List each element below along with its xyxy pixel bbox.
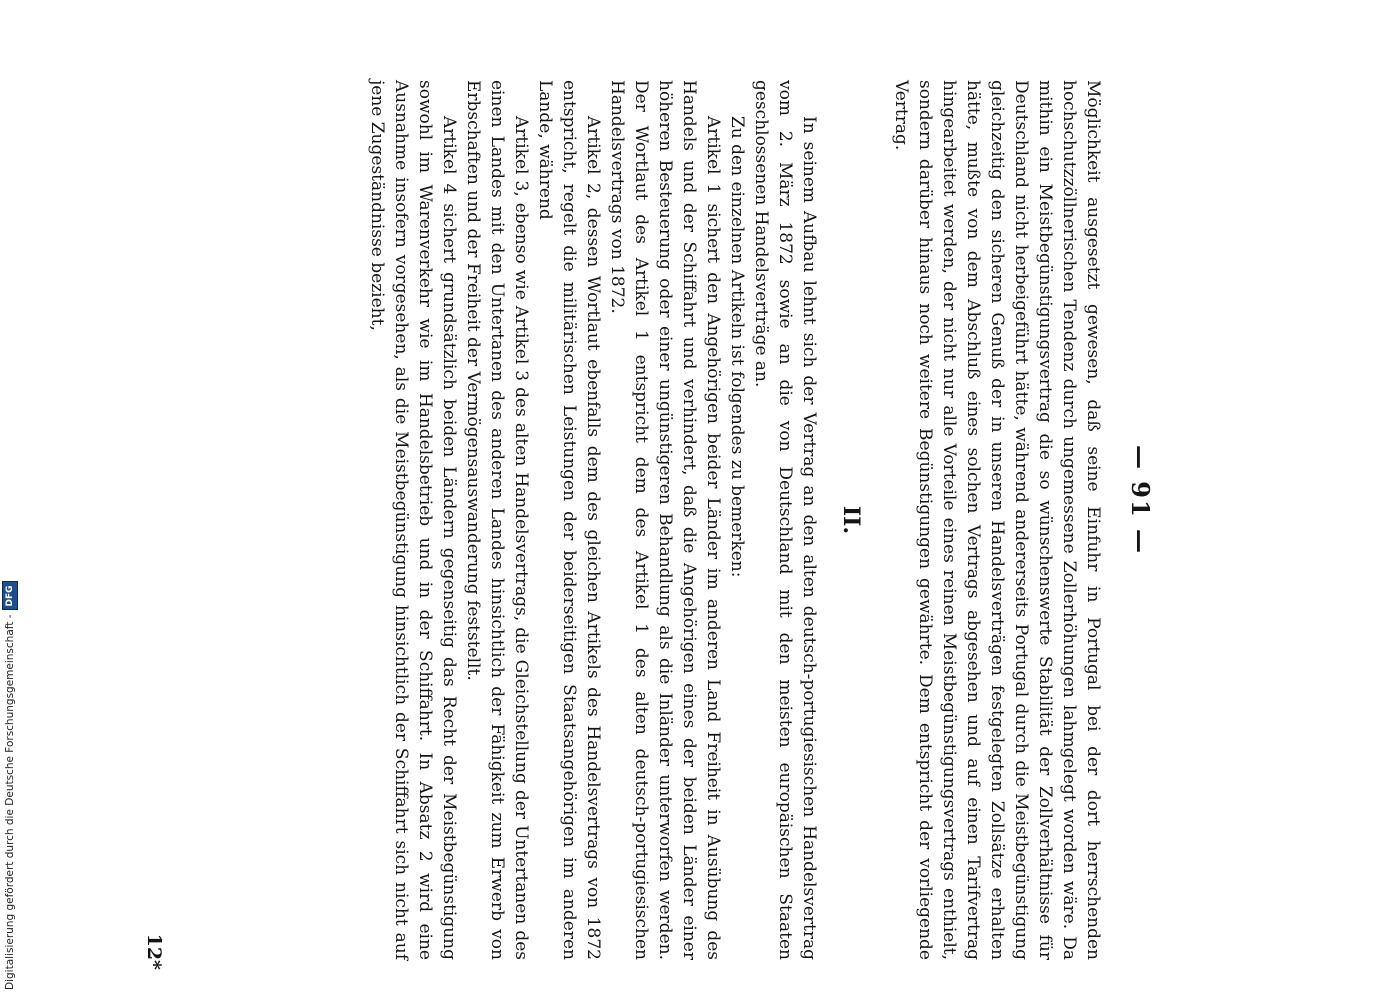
paragraph-article-4: Artikel 4 sichert grundsätzlich beiden Ländern gegenseitig das Recht der Meistbegünstigung sowohl im Warenverkehr wie im Handelsbetrieb und in der Schiffahrt. In Absatz 2 wird eine Ausnahme insofern vorgesehen, als die Meistbegünstigung hinsichtlich der Schiffahrt sich nicht auf jene Zugeständnisse bezieht, — [367, 80, 459, 960]
digitization-note-text: Digitalisierung gefördert durch die Deutsche Forschungsgemeinschaft - — [4, 614, 16, 990]
page-content — [145, 20, 1155, 980]
body-text — [365, 80, 1105, 960]
paragraph-intro: Möglichkeit ausgesetzt gewesen, daß seine Einfuhr in Portugal bei der dort herrschenden hochschutzzöllnerischen Tendenz durch ungemessene Zollerhöhungen lahmgelegt worden wäre. Da mithin ein Meistbegünstigungsvertrag die so wünschenswerte Stabilität der Zollverhältnisse für Deutschland nicht herbeigeführt hätte, während andererseits Portugal durch die Meistbegünstigung gleichzeitig den sicheren Genuß der in unseren Handelsverträgen festgelegten Zollsätze erhalten hätte, mußte von dem Abschluß eines solchen Vertrags abgesehen und auf einen Tarifvertrag hingearbeitet werden, der nicht nur alle Vorteile eines reinen Meistbegünstigungsvertrags enthielt, sondern darüber hinaus noch weitere Begünstigungen gewährte. Dem entspricht der vorliegende Vertrag. — [891, 80, 1103, 960]
paragraph: In seinem Aufbau lehnt sich der Vertrag an den alten deutsch-portugiesischen Handelsvertrag vom 2. März 1872 sowie an die von Deutschland mit den meisten europäischen Staaten geschlossenen Handelsverträge an. — [751, 80, 819, 960]
paragraph: Zu den einzelnen Artikeln ist folgendes zu bemerken: — [727, 116, 747, 578]
page-number: — 91 — — [1126, 444, 1155, 556]
paragraph-article-2: Artikel 2, dessen Wortlaut ebenfalls dem des gleichen Artikels des Handelsvertrags von 1872 entspricht, regelt die militärischen Leistungen der beiderseitigen Staatsangehörigen im anderen Lande, während — [535, 80, 603, 960]
signature-mark: 12* — [143, 933, 165, 970]
dfg-logo: DFG — [2, 581, 18, 610]
section-heading: II. — [838, 505, 864, 535]
scanned-page — [145, 20, 1155, 980]
digitization-note — [0, 0, 20, 1000]
paragraph-article-3: Artikel 3, ebenso wie Artikel 3 des alten Handelsvertrags, die Gleichstellung der Untertanen des einen Landes mit den Untertanen des anderen Landes hinsichtlich der Fähigkeit zum Erwerb von Erbschaften und der Freiheit der Vermögensauswanderung feststellt. — [463, 80, 531, 960]
paragraph-article-1: Artikel 1 sichert den Angehörigen beider Länder im anderen Land Freiheit in Ausübung des Handels und der Schiffahrt und verhindert, daß die Angehörigen eines der beiden Länder einer höheren Besteuerung oder einer ungünstigeren Behandlung als die Inländer unterworfen werden. Der Wortlaut des Artikel 1 entspricht dem des Artikel 1 des alten deutsch-portugiesischen Handelsvertrags von 1872. — [607, 80, 723, 960]
